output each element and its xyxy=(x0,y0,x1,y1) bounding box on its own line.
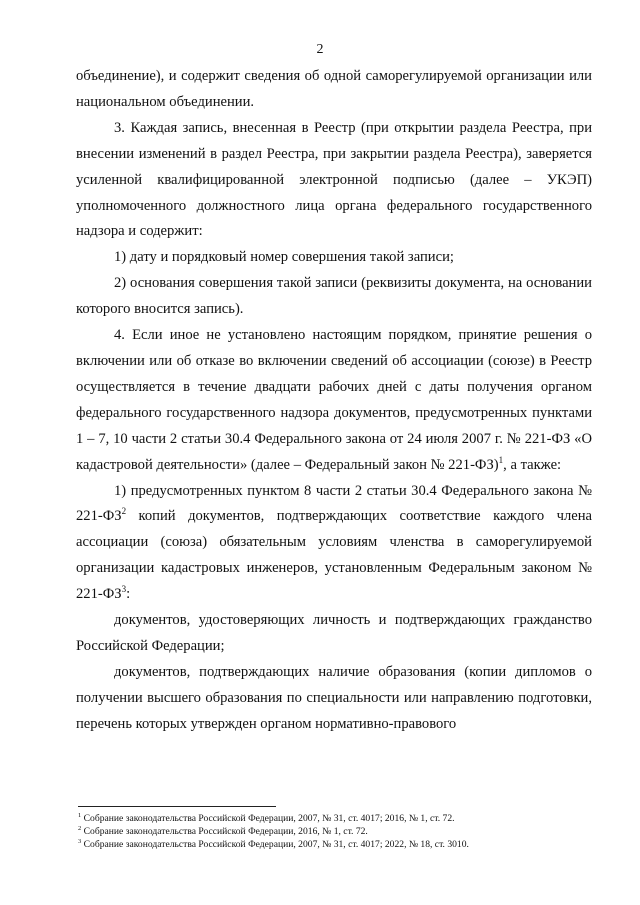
paragraph: 4. Если иное не установлено настоящим порядком, принятие решения о включении или об отказе во включении сведений об ассоциации (союзе) в Реестр осуществляется в течение двадцати рабочих дней с даты получения органом федерального государственного надзора документов, предусмотренных пунктами 1 – 7, 10 части 2 статьи 30.4 Федерального закона от 24 июля 2007 г. № 221-ФЗ «О кадастровой деятельности» (далее – Федеральный закон № 221-ФЗ)$^1$, а также: xyxy=(76,327,592,473)
footnote-ref: 1 xyxy=(498,454,504,465)
footnote: $^3$ Собрание законодательства Российской Федерации, 2007, № 31, ст. 4017; 2022, № 18, ст. 3010. xyxy=(78,837,469,850)
paragraph: 1) предусмотренных пунктом 8 части 2 статьи 30.4 Федерального закона № $221-ФЗ^2$ копий документов, подтверждающих соответствие каждого члена ассоциации (союза) обязательным условиям членства в саморегулируемой организации кадастровых инженеров, установленным Федеральным законом № $221-ФЗ^3$: xyxy=(76,482,592,603)
page-number: 2 xyxy=(316,42,324,57)
paragraph: 2) основания совершения такой записи (реквизиты документа, на основании которого вносится запись). xyxy=(76,275,592,318)
paragraph: документов, подтверждающих наличие образования (копии дипломов о получении высшего образования по специальности или направлению подготовки, перечень которых утвержден органом нормативно-правового xyxy=(76,663,592,732)
footnote-divider xyxy=(78,806,276,807)
paragraph: 3. Каждая запись, внесенная в Реестр (при открытии раздела Реестра, при внесении изменений в раздел Реестра, при закрытии раздела Реестра), заверяется усиленной квалифицированной электронной подписью (далее – УКЭП) уполномоченного должностного лица органа федерального государственного надзора и содержит: xyxy=(76,119,592,240)
footnote: $^2$ Собрание законодательства Российской Федерации, 2016, № 1, ст. 72. xyxy=(78,824,368,837)
paragraph: 1) дату и порядковый номер совершения такой записи; xyxy=(114,249,454,266)
body-text xyxy=(76,64,592,738)
footnote: $^1$ Собрание законодательства Российской Федерации, 2007, № 31, ст. 4017; 2016, № 1, ст. 72. xyxy=(78,811,455,824)
paragraph: документов, удостоверяющих личность и подтверждающих гражданство Российской Федерации; xyxy=(76,612,592,654)
footnote-ref: 3 xyxy=(121,584,127,595)
footnotes xyxy=(78,812,598,851)
paragraph: объединение), и содержит сведения об одной саморегулируемой организации или национальном объединении. xyxy=(76,68,592,110)
footnote-ref: 2 xyxy=(121,506,127,517)
